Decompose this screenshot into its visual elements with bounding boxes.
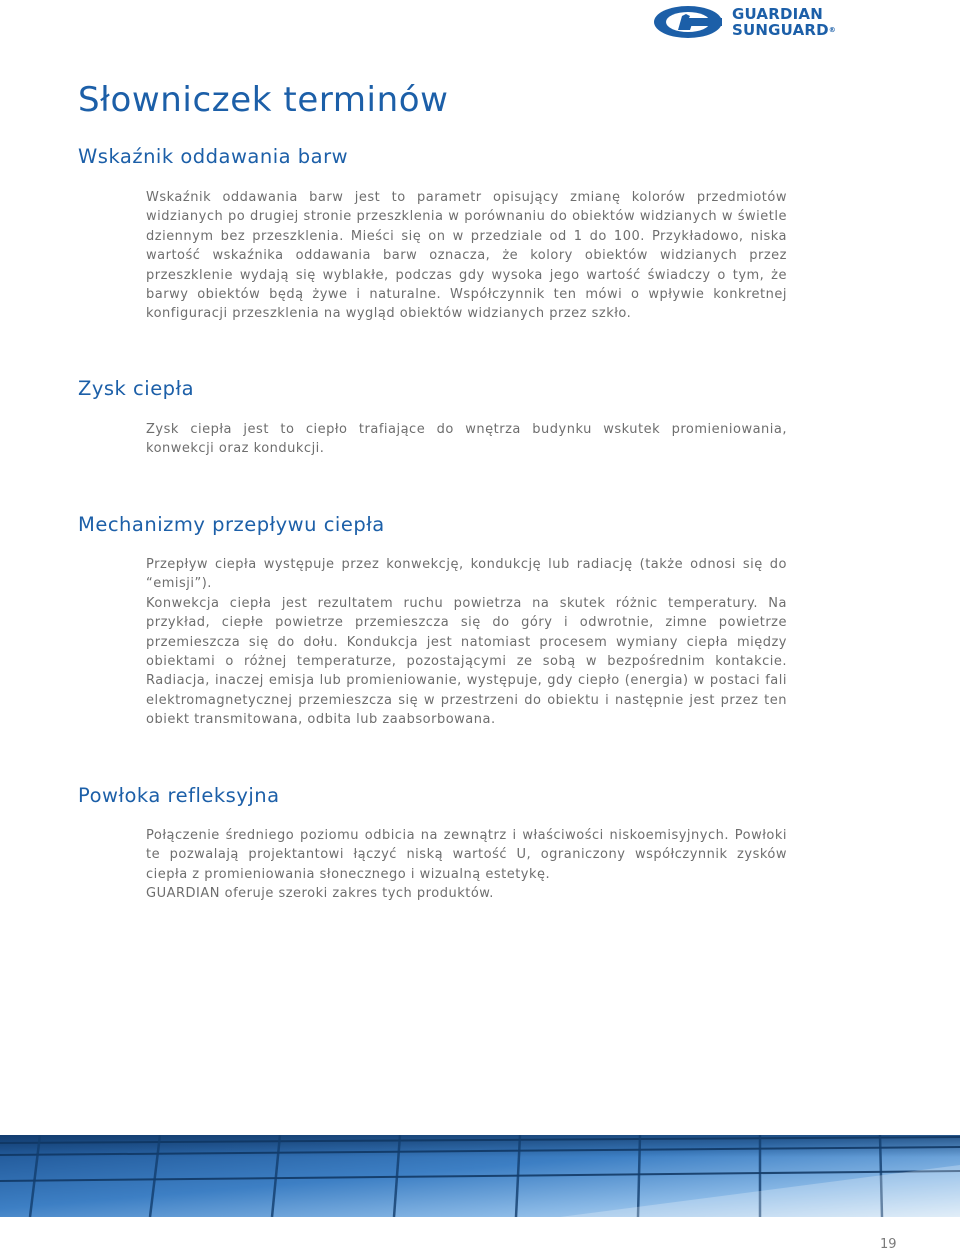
- page-title: Słowniczek terminów: [78, 80, 449, 120]
- glass-facade-illustration: [0, 1135, 960, 1217]
- paragraph: Przepływ ciepła występuje przez konwekcję, kondukcję lub radiację (także odnosi się do “emisji”).: [146, 557, 787, 592]
- section-body-heat-gain: [146, 420, 787, 459]
- page-number: 19: [880, 1237, 897, 1252]
- paragraph: Konwekcja ciepła jest rezultatem ruchu powietrza na skutek różnic temperatury. Na przykład, ciepłe powietrze przemieszcza się do góry i odwrotnie, zimne powietrze przemieszcza się do dołu. Kondukcja jest natomiast procesem wymiany ciepła między obiektami o różnej temperaturze, pozostającymi ze sobą w bezpośrednim kontakcie. Radiacja, inaczej emisja lub promieniowanie, występuje, gdy ciepło (energia) w postaci fali elektromagnetycznej przemieszcza się w przestrzeni do obiektu i następnie jest przez ten obiekt transmitowana, odbita lub zaabsorbowana.: [146, 595, 787, 728]
- section-body-color-rendering: [146, 188, 787, 324]
- guardian-sunguard-logo: [652, 4, 864, 40]
- section-body-heat-transfer: [146, 555, 787, 730]
- logo-wordmark: [732, 6, 836, 38]
- paragraph: GUARDIAN oferuje szeroki zakres tych produktów.: [146, 886, 494, 902]
- registered-mark: ®: [828, 26, 836, 34]
- logo-line-guardian: GUARDIAN: [732, 5, 823, 23]
- paragraph: Wskaźnik oddawania barw jest to parametr opisujący zmianę kolorów przedmiotów widzianych po drugiej stronie przeszklenia w porównaniu do obiektów widzianych w świetle dziennym bez przeszklenia. Mieści się on w przedziale od 1 do 100. Przykładowo, niska wartość wskaźnika oddawania barw oznacza, że kolory obiektów widzianych przez przeszklenie wydają się wyblakłe, podczas gdy wysoka jego wartość świadczy o tym, że barwy obiektów będą żywe i naturalne. Współczynnik ten mówi o wpływie konkretnej konfiguracji przeszklenia na wygląd obiektów widzianych przez szkło.: [146, 190, 787, 322]
- section-heading-reflective-coating: Powłoka refleksyjna: [78, 784, 280, 807]
- section-heading-color-rendering: Wskaźnik oddawania barw: [78, 145, 349, 168]
- logo-line-sunguard: [732, 22, 836, 38]
- logo-sunguard-text: SUNGUARD: [732, 21, 829, 39]
- paragraph: Zysk ciepła jest to ciepło trafiające do wnętrza budynku wskutek promieniowania, konwekcji oraz kondukcji.: [146, 422, 787, 457]
- section-heading-heat-gain: Zysk ciepła: [78, 377, 195, 400]
- paragraph: Połączenie średniego poziomu odbicia na zewnątrz i właściwości niskoemisyjnych. Powłoki te pozwalają projektantowi łączyć niską wartość U, ograniczony współczynnik zysków ciepła z promieniowania słonecznego i wizualną estetykę.: [146, 828, 787, 882]
- section-body-reflective-coating: [146, 826, 787, 904]
- glass-facade-image: [0, 1135, 960, 1217]
- guardian-emblem-icon: [652, 4, 732, 40]
- section-heading-heat-transfer: Mechanizmy przepływu ciepła: [78, 513, 385, 536]
